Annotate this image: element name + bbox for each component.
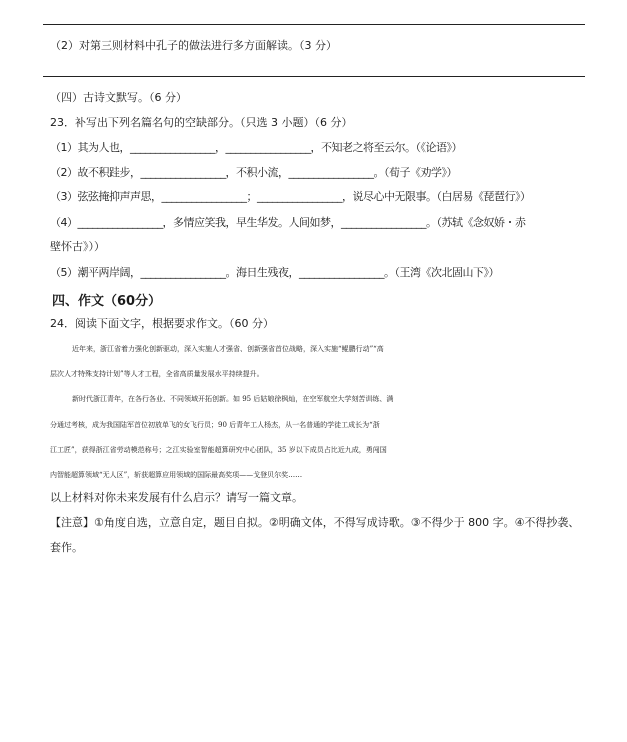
- poetry-item-5: （5）潮平两岸阔，_________________。海日生残夜，_________________。（王湾《次北固山下》）: [50, 266, 499, 279]
- question-23-stem: 23．补写出下列名篇名句的空缺部分。（只选 3 小题）（6 分）: [50, 116, 353, 129]
- essay-note-line-1: 【注意】①角度自选，立意自定，题目自拟。②明确文体，不得写成诗歌。③不得少于 800 字。④不得抄袭、: [50, 516, 580, 529]
- material-para-1-line-1: 近年来，浙江省着力强化创新驱动，深入实施人才强省、创新强省首位战略，深入实施“鲲鹏行动”“高: [72, 345, 384, 353]
- material-para-2-line-4: 内智能超算领域“无人区”，斩获超算应用领域的国际最高奖项——戈登贝尔奖……: [50, 471, 303, 479]
- section-title-poetry-dictation: （四）古诗文默写。（6 分）: [50, 91, 187, 104]
- material-para-2-line-3: 江工匠”，获得浙江省劳动模范称号；之江实验室智能超算研究中心团队，35 岁以下成员占比近九成，勇闯国: [50, 446, 387, 454]
- essay-note-line-2: 套作。: [50, 541, 83, 554]
- material-para-2-line-1: 新时代浙江青年，在各行各业、不同领域开拓创新。如 95 后姑娘徐枫灿，在空军航空大学刻苦训练、满: [72, 395, 394, 403]
- poetry-item-4: （4）_________________，多情应笑我，早生华发。人间如梦，_________________。（苏轼《念奴娇・赤: [50, 216, 526, 229]
- answer-rule-1: [43, 24, 585, 25]
- material-para-1-line-2: 层次人才特殊支持计划”等人才工程，全省高质量发展水平持续提升。: [50, 370, 264, 378]
- question-24-stem: 24．阅读下面文字，根据要求作文。（60 分）: [50, 317, 274, 330]
- essay-section-heading: 四、作文（60分）: [52, 294, 162, 309]
- poetry-item-1: （1）其为人也，_________________，_________________，不知老之将至云尔。（《论语》）: [50, 141, 462, 154]
- answer-rule-2: [43, 76, 585, 77]
- poetry-item-2: （2）故不积跬步，_________________，不积小流，_________________。（荀子《劝学》）: [50, 166, 457, 179]
- material-para-2-line-2: 分通过考核，成为我国陆军首位初放单飞的女飞行员；90 后青年工人杨杰，从一名普通的学徒工成长为“浙: [50, 421, 380, 429]
- poetry-item-4-continued: 壁怀古》））: [50, 240, 105, 253]
- poetry-item-3: （3）弦弦掩抑声声思，_________________；_________________，说尽心中无限事。（白居易《琵琶行》）: [50, 190, 531, 203]
- question-22-sub-2: （2）对第三则材料中孔子的做法进行多方面解读。（3 分）: [50, 39, 337, 52]
- essay-prompt: 以上材料对你未来发展有什么启示？请写一篇文章。: [50, 491, 303, 504]
